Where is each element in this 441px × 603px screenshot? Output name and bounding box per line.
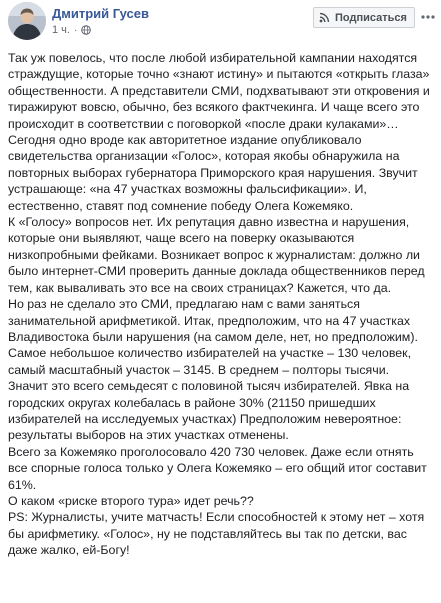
post-paragraph: Самое небольшое количество избирателей на участке – 130 человек, самый масштабный участок – 3145. В среднем – полторы тысячи.	[8, 346, 412, 377]
post-header	[0, 0, 441, 50]
post-paragraph: Но раз не сделало это СМИ, предлагаю нам с вами заняться занимательной арифметикой. Итак, предположим, что на 47 участках Владивостока были нарушения (на самом деле, нет, но предположим).	[8, 297, 418, 344]
post-time[interactable]: 1 ч.	[52, 24, 70, 36]
post-paragraph: К «Голосу» вопросов нет. Их репутация давно известна и нарушения, которые они выявляют, чаще всего на поверку оказываются низкопробными фейками. Возникает вопрос к журналистам: должно ли было интернет-СМИ проверить данные доклада общественников перед тем, как вываливать это все на своих страницах? Кажется, что да.	[8, 215, 425, 295]
subscribe-button[interactable]	[313, 7, 415, 28]
post-text	[8, 50, 434, 559]
subscribe-label: Подписаться	[335, 11, 407, 24]
post-paragraph: Всего за Кожемяко проголосовало 420 730 человек. Даже если отнять все спорные голоса только у Олега Кожемяко – его общий итог составит 61%.	[8, 444, 427, 492]
post-meta	[52, 24, 91, 36]
more-options-button[interactable]	[420, 9, 436, 25]
post-paragraph: Так уж повелось, что после любой избирательной кампании находятся страждущие, которые точно «знают истину» и пытаются «открыть глаза» общественности. А представители СМИ, подхватывают эти откровения и тиражируют вовсю, обычно, без всякого фактчекинга. И чаще всего это происходит в соответствии с поговоркой «после драки кулаками»…	[8, 51, 430, 131]
more-icon	[420, 14, 436, 20]
rss-icon	[319, 12, 331, 23]
post-paragraph: Сегодня одно вроде как авторитетное издание опубликовало свидетельства организации «Голос», которая якобы обнаружила на повторных выборах губернатора Приморского края нарушения. Звучит устрашающе: «на 47 участках возможны фальсификации». И, естественно, ставят под сомнение победу Олега Кожемяко.	[8, 133, 418, 213]
author-avatar[interactable]	[8, 2, 46, 40]
post-paragraph: Значит это всего семьдесят с половиной тысяч избирателей. Явка на городских округах колебалась в районе 30% (21150 пришедших избирателей на исследуемых участках) Предположим невероятное: результаты выборов на этих участках отменены.	[8, 379, 410, 443]
post-paragraph: PS: Журналисты, учите матчасть! Если способностей к этому нет – хотя бы арифметику. «Голос», ну не подставляйтесь вы так по детски, вас даже жалко, ей-Богу!	[8, 510, 425, 558]
author-name[interactable]: Дмитрий Гусев	[52, 6, 150, 21]
globe-icon[interactable]	[81, 25, 91, 35]
avatar-photo-icon	[8, 2, 46, 40]
post-paragraph: О каком «риске второго тура» идет речь??	[8, 493, 254, 508]
meta-separator: ·	[73, 24, 78, 36]
